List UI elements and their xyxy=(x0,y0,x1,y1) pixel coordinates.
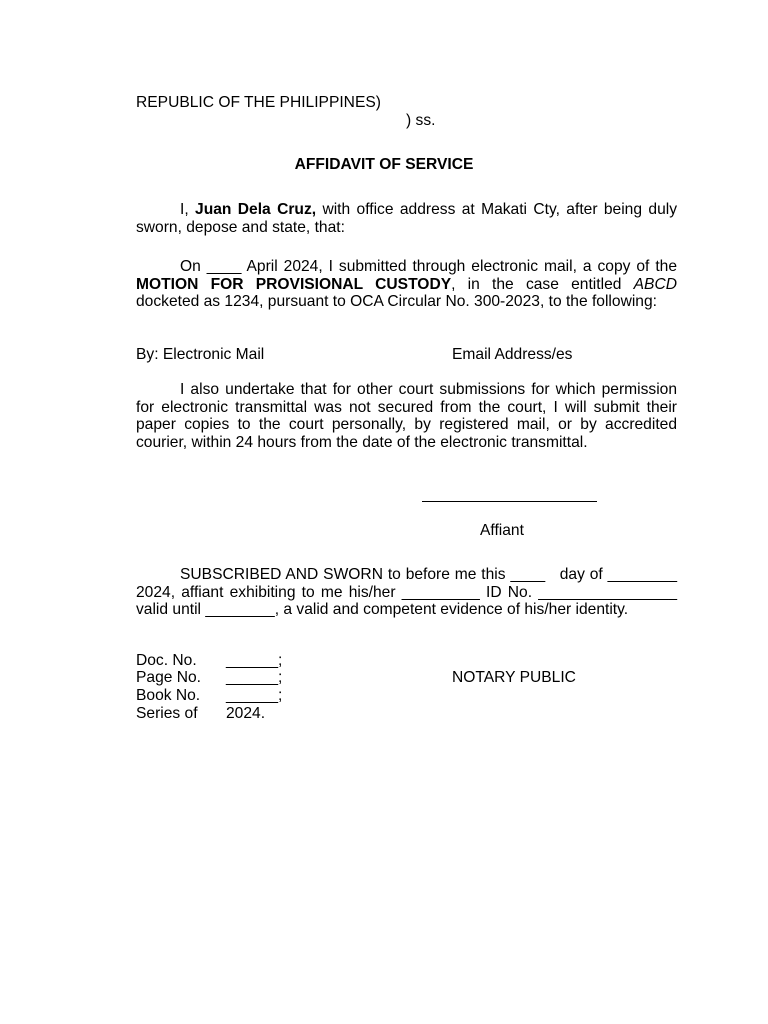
intro-prefix: I, xyxy=(180,201,196,218)
paragraph-service-statement xyxy=(136,258,677,311)
venue-line-1: REPUBLIC OF THE PHILIPPINES) xyxy=(136,94,381,111)
doc-no-value: ______; xyxy=(226,652,283,669)
page-no-label: Page No. xyxy=(136,669,202,686)
paragraph-affiant-intro xyxy=(136,201,677,236)
venue-line-2: ) ss. xyxy=(406,112,436,129)
affiant-label: Affiant xyxy=(480,522,524,539)
service-text-1: On ____ April 2024, I submitted through electronic mail, a copy of the xyxy=(180,258,677,275)
affiant-name: Juan Dela Cruz, xyxy=(195,201,317,218)
document-title: AFFIDAVIT OF SERVICE xyxy=(294,156,474,173)
series-value: 2024. xyxy=(226,705,266,722)
series-label: Series of xyxy=(136,705,198,722)
case-name: ABCD xyxy=(633,275,677,293)
notary-public-label: NOTARY PUBLIC xyxy=(452,669,576,686)
service-text-3: docketed as 1234, pursuant to OCA Circular No. 300-2023, to the following: xyxy=(136,293,657,311)
paragraph-jurat: SUBSCRIBED AND SWORN to before me this ____ day of ________ 2024, affiant exhibiting to me his/her _________ ID No. ________________ valid until ________, a valid and competent evidence of his/her identity. xyxy=(136,566,682,619)
paragraph-undertaking: I also undertake that for other court submissions for which permission for electronic transmittal was not secured from the court, I will submit their paper copies to the court personally, by registered mail, or by accredited courier, within 24 hours from the date of the electronic transmittal. xyxy=(136,381,677,452)
affiant-signature-line xyxy=(422,501,597,502)
doc-no-label: Doc. No. xyxy=(136,652,197,669)
motion-title: MOTION FOR PROVISIONAL CUSTODY xyxy=(136,275,452,293)
book-no-value: ______; xyxy=(226,687,283,704)
intro-suffix: with office address at Makati Cty, after being duly sworn, depose and state, that: xyxy=(136,201,677,236)
email-address-header: Email Address/es xyxy=(452,346,573,363)
service-method: By: Electronic Mail xyxy=(136,346,265,363)
page-no-value: ______; xyxy=(226,669,283,686)
service-text-2: , in the case entitled xyxy=(451,275,634,293)
book-no-label: Book No. xyxy=(136,687,201,704)
